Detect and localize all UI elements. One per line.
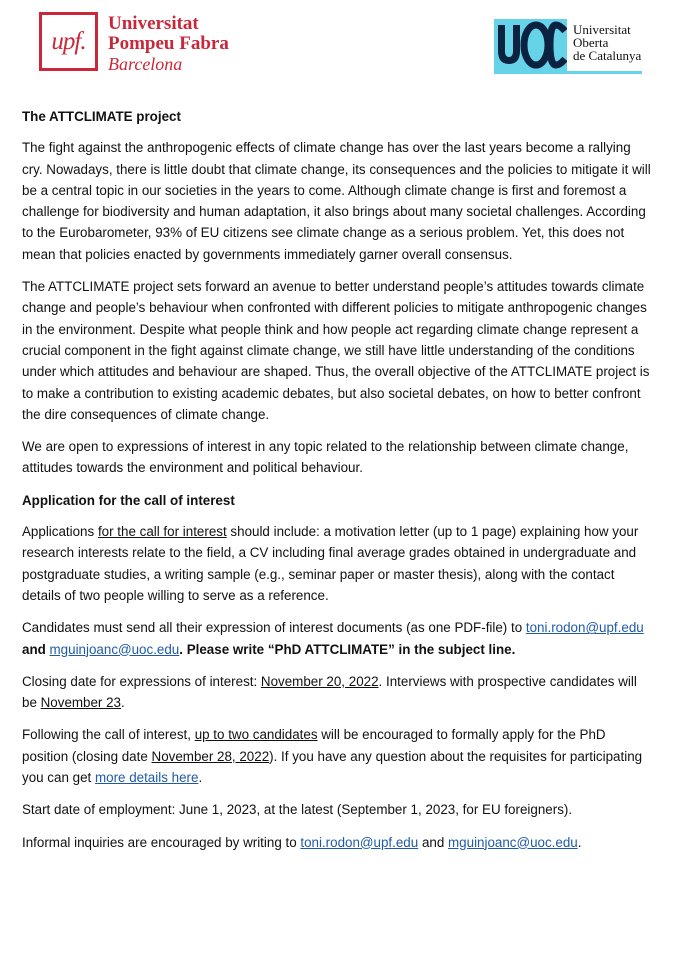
send-text-and: and — [22, 641, 50, 657]
following-text-mid: will be encouraged to formally apply for the PhD position (closing date — [22, 727, 606, 764]
upf-name-line3: Barcelona — [108, 54, 183, 74]
uoc-name-line2: Oberta — [573, 35, 609, 50]
inquiries-email-link-guinjoan[interactable]: mguinjoanc@uoc.edu — [448, 834, 578, 850]
interview-date: November 23 — [40, 695, 122, 711]
call-for-interest-link[interactable]: for the call for interest — [97, 524, 227, 540]
start-date-paragraph: Start date of employment: June 1, 2023, at the latest (September 1, 2023, for EU foreigners). — [22, 802, 573, 818]
following-text-mid2: ). If you have any question about the requisites for participating you can get — [22, 748, 643, 786]
uoc-name-line1: Universitat — [573, 22, 631, 37]
closing-paragraph — [22, 671, 652, 714]
closing-text-pre: Closing date for expressions of interest: — [22, 673, 261, 689]
applications-text-pre: Applications — [22, 524, 98, 540]
application-section-title: Application for the call of interest — [22, 492, 235, 508]
interest-paragraph: We are open to expressions of interest in any topic related to the relationship between climate change, attitudes towards the environment and political behaviour. — [22, 439, 629, 476]
following-paragraph — [22, 724, 652, 788]
project-title: The ATTCLIMATE project — [22, 109, 181, 124]
uoc-name-line3: de Catalunya — [573, 48, 642, 63]
upf-logo-mark — [39, 12, 98, 71]
inquiries-text-pre: Informal inquiries are encouraged by writing to — [22, 834, 301, 850]
send-paragraph — [22, 617, 652, 660]
applications-paragraph — [22, 521, 652, 606]
phd-closing-date: November 28, 2022 — [151, 748, 270, 764]
upf-name-line2: Pompeu Fabra — [108, 33, 229, 54]
send-text-pre: Candidates must send all their expression of interest documents (as one PDF-file) to — [22, 620, 526, 636]
project-paragraph: The ATTCLIMATE project sets forward an avenue to better understand people’s attitudes towards climate change and people’s behaviour when confronted with different policies to mitigate anthropogenic changes in the environment. Despite what people think and how people act regarding climate change represent a crucial component in the fight against climate change, we still have little understanding of the conditions under which attitudes and behaviour are shaped. Thus, the overall objective of the ATTCLIMATE project is to make a contribution to existing academic debates, but also societal debates, on how to better confront the dire consequences of climate change. — [22, 279, 650, 422]
intro-paragraph: The fight against the anthropogenic effects of climate change has over the last years become a rallying cry. Nowadays, there is little doubt that climate change, its consequences and the policies to mitigate it will be a central topic in our societies in the years to come. Although climate change is first and foremost a challenge for biodiversity and human adaptation, it also brings about many societal challenges. According to the Eurobarometer, 93% of EU citizens see climate change as a serious problem. Yet, this does not mean that policies enacted by governments immediately garner overall consensus. — [22, 140, 651, 262]
closing-text-post: . — [121, 695, 125, 711]
uoc-logo — [494, 19, 642, 74]
uoc-letters-icon — [494, 19, 567, 74]
upf-logo-text: upf. — [51, 27, 86, 55]
document-body — [22, 106, 652, 864]
inquiries-email-link-rodon[interactable]: toni.rodon@upf.edu — [300, 834, 419, 850]
more-details-link[interactable]: more details here — [94, 770, 199, 786]
uoc-logo-underline — [567, 71, 642, 74]
email-link-rodon[interactable]: toni.rodon@upf.edu — [525, 620, 644, 636]
two-candidates-text: up to two candidates — [194, 727, 318, 743]
following-text-post: . — [198, 770, 203, 786]
upf-logo-name — [108, 14, 229, 74]
uoc-logo-name — [573, 23, 641, 62]
closing-date: November 20, 2022 — [260, 673, 379, 689]
applications-text-post: should include: a motivation letter (up to 1 page) explaining how your research interests relate to the field, a CV including final average grades obtained in undergraduate and postgraduate studies, a writing sample (e.g., seminar paper or master thesis), along with the contact details of two people willing to serve as a reference. — [22, 524, 639, 603]
following-text-pre: Following the call of interest, — [22, 727, 195, 743]
closing-text-mid: . Interviews with prospective candidates will be — [22, 673, 637, 711]
upf-name-line1: Universitat — [108, 13, 199, 34]
document-header — [0, 0, 679, 90]
email-link-guinjoan[interactable]: mguinjoanc@uoc.edu — [49, 641, 180, 657]
inquiries-paragraph — [22, 832, 652, 853]
inquiries-text-and: and — [418, 834, 449, 850]
uoc-logo-mark — [494, 19, 567, 74]
send-text-post: . Please write “PhD ATTCLIMATE” in the subject line. — [179, 641, 516, 657]
inquiries-text-post: . — [577, 834, 582, 850]
